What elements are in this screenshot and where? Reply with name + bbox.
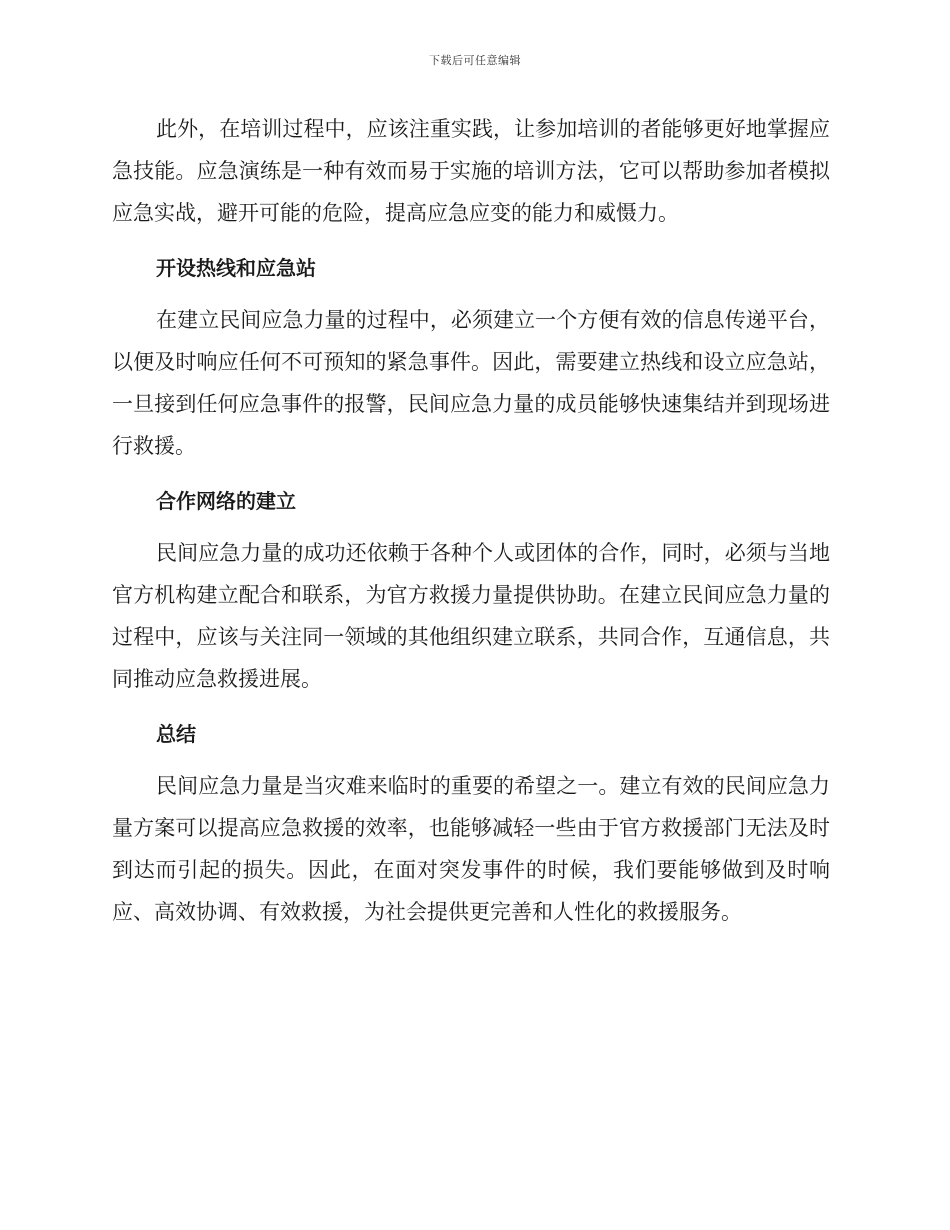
- section-heading-cooperation: 合作网络的建立: [156, 489, 296, 513]
- section-body-hotline: 在建立民间应急力量的过程中，必须建立一个方便有效的信息传递平台，以便及时响应任何不可预知的紧急事件。因此，需要建立热线和设立应急站，一旦接到任何应急事件的报警，民间应急力量的成员能够快速集结并到现场进行救援。: [112, 308, 830, 458]
- section-body-summary: 民间应急力量是当灾难来临时的重要的希望之一。建立有效的民间应急力量方案可以提高应急救援的效率，也能够减轻一些由于官方救援部门无法及时到达而引起的损失。因此，在面对突发事件的时候，我们要能够做到及时响应、高效协调、有效救援，为社会提供更完善和人性化的救援服务。: [112, 774, 830, 924]
- section-heading-hotline: 开设热线和应急站: [156, 256, 316, 280]
- section-heading-summary: 总结: [156, 722, 196, 746]
- document-body: [112, 108, 830, 933]
- intro-paragraph: 此外，在培训过程中，应该注重实践，让参加培训的者能够更好地掌握应急技能。应急演练是一种有效而易于实施的培训方法，它可以帮助参加者模拟应急实战，避开可能的危险，提高应急应变的能力和威慑力。: [112, 117, 830, 225]
- section-body-cooperation: 民间应急力量的成功还依赖于各种个人或团体的合作，同时，必须与当地官方机构建立配合和联系，为官方救援力量提供协助。在建立民间应急力量的过程中，应该与关注同一领域的其他组织建立联系，共同合作，互通信息，共同推动应急救援进展。: [112, 541, 830, 691]
- header-note: 下载后可任意编辑: [429, 54, 521, 67]
